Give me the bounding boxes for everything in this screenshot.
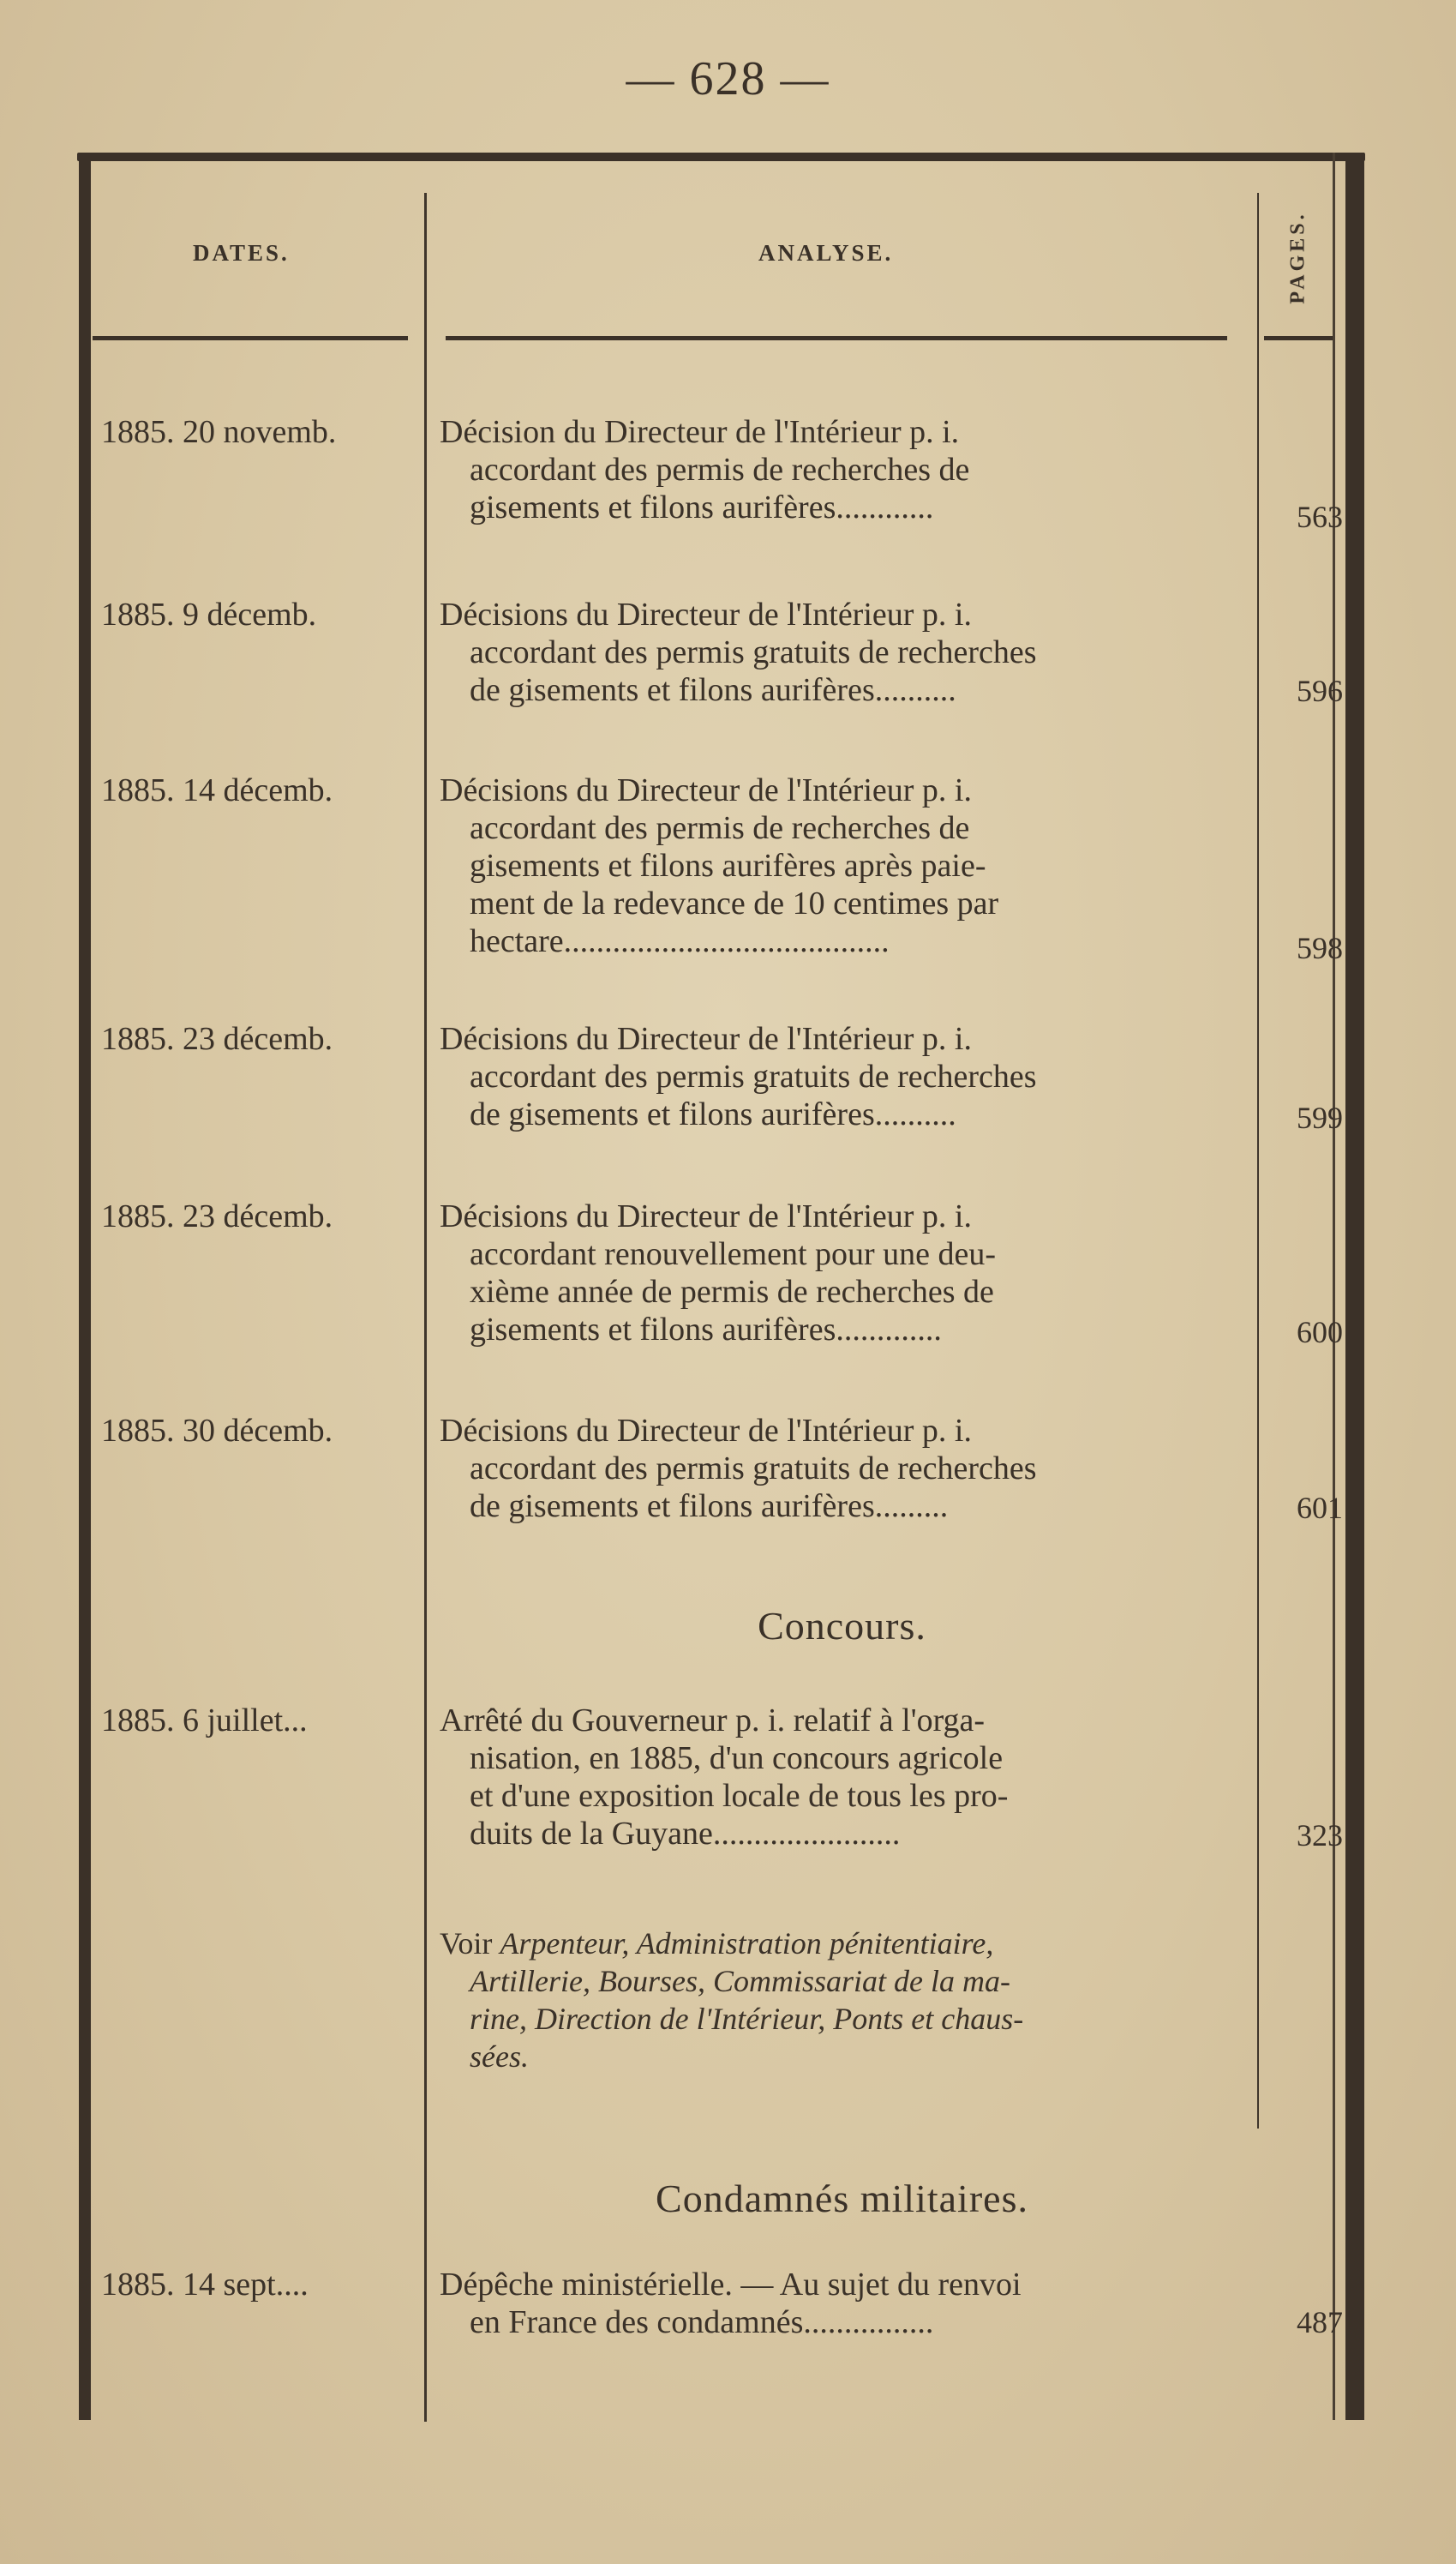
entry-date: 1885. 23 décemb. — [101, 1198, 333, 1234]
header-rule-dates — [93, 336, 408, 340]
table-right-border — [1345, 153, 1364, 2420]
header-rule-pages — [1264, 336, 1333, 340]
entry-line: accordant renouvellement pour une deu- — [470, 1236, 997, 1272]
voir-line: sées. — [470, 2039, 529, 2074]
entry-line: accordant des permis de recherches de — [470, 810, 970, 846]
entry-line: Décisions du Directeur de l'Intérieur p. i. — [440, 1021, 972, 1057]
column-header-dates: DATES. — [193, 240, 290, 266]
entry-date: 1885. 23 décemb. — [101, 1021, 333, 1057]
entry-page-ref: 600 — [1297, 1315, 1343, 1349]
entry-analysis — [440, 1198, 1245, 1348]
section-title-concours: Concours. — [758, 1604, 926, 1648]
entry-line: accordant des permis gratuits de recherches — [470, 634, 1037, 670]
voir-label: Voir — [440, 1926, 493, 1961]
entry-line: gisements et filons aurifères............ — [470, 489, 934, 525]
entry-line: accordant des permis gratuits de recherches — [470, 1450, 1037, 1486]
table-left-border — [79, 153, 91, 2420]
entry-analysis — [440, 1020, 1245, 1133]
column-separator-dates — [424, 193, 427, 2422]
entry-date: 1885. 30 décemb. — [101, 1413, 333, 1449]
entry-line: Décisions du Directeur de l'Intérieur p. i. — [440, 1198, 972, 1234]
entry-date: 1885. 20 novemb. — [101, 414, 337, 450]
table-right-inner-border — [1333, 153, 1335, 2420]
entry-analysis — [440, 1412, 1245, 1525]
entry-analysis — [440, 1702, 1245, 1852]
column-header-pages — [1264, 193, 1333, 321]
entry-line: hectare........................................ — [470, 923, 890, 959]
entry-line: duits de la Guyane....................... — [470, 1816, 901, 1852]
entry-line: de gisements et filons aurifères.......... — [470, 1096, 956, 1132]
entry-line: et d'une exposition locale de tous les pro- — [470, 1778, 1009, 1814]
cross-reference-line-1 — [440, 1925, 1254, 1962]
column-separator-pages — [1257, 193, 1259, 2129]
entry-line: Décisions du Directeur de l'Intérieur p. i. — [440, 597, 972, 633]
column-header-analyse: ANALYSE. — [758, 240, 894, 266]
entry-date: 1885. 14 sept.... — [101, 2267, 309, 2303]
pages-label: PAGES. — [1286, 210, 1309, 304]
entry-line: de gisements et filons aurifères......... — [470, 1488, 949, 1524]
entry-line: gisements et filons aurifères............. — [470, 1312, 942, 1348]
entry-line: de gisements et filons aurifères.......... — [470, 672, 956, 708]
entry-line: gisements et filons aurifères après paie- — [470, 848, 986, 884]
entry-line: nisation, en 1885, d'un concours agricole — [470, 1740, 1004, 1776]
entry-analysis — [440, 413, 1245, 526]
entry-line: en France des condamnés................ — [470, 2304, 934, 2340]
entry-analysis — [440, 596, 1245, 709]
entry-line: accordant des permis gratuits de recherches — [470, 1059, 1037, 1095]
entry-line: Arrêté du Gouverneur p. i. relatif à l'orga- — [440, 1702, 986, 1738]
entry-page-ref: 601 — [1297, 1491, 1343, 1525]
entry-date: 1885. 9 décemb. — [101, 597, 317, 633]
entry-page-ref: 487 — [1297, 2305, 1343, 2339]
entry-line: accordant des permis de recherches de — [470, 452, 970, 488]
cross-reference — [440, 1925, 1254, 2075]
entry-date: 1885. 6 juillet... — [101, 1702, 308, 1738]
page-number: — 628 — — [626, 52, 830, 105]
voir-line: Arpenteur, Administration pénitentiaire, — [500, 1926, 994, 1961]
entry-analysis — [440, 2266, 1245, 2341]
entry-page-ref: 599 — [1297, 1101, 1343, 1135]
entry-page-ref: 563 — [1297, 500, 1343, 534]
entry-line: Décision du Directeur de l'Intérieur p. i. — [440, 414, 960, 450]
entry-line: Dépêche ministérielle. — Au sujet du renvoi — [440, 2267, 1022, 2303]
entry-date: 1885. 14 décemb. — [101, 772, 333, 808]
entry-line: ment de la redevance de 10 centimes par — [470, 886, 999, 922]
entry-line: xième année de permis de recherches de — [470, 1274, 994, 1310]
entry-line: Décisions du Directeur de l'Intérieur p. i. — [440, 1413, 972, 1449]
table-top-border — [77, 153, 1365, 161]
entry-line: Décisions du Directeur de l'Intérieur p. i. — [440, 772, 972, 808]
entry-page-ref: 323 — [1297, 1818, 1343, 1852]
header-rule-analyse — [446, 336, 1227, 340]
entry-page-ref: 598 — [1297, 931, 1343, 965]
section-title-condamnes: Condamnés militaires. — [656, 2177, 1028, 2220]
entry-page-ref: 596 — [1297, 674, 1343, 708]
voir-line: rine, Direction de l'Intérieur, Ponts et chaus- — [470, 2002, 1024, 2036]
entry-analysis — [440, 772, 1245, 960]
voir-line: Artillerie, Bourses, Commissariat de la ma- — [470, 1964, 1010, 1998]
